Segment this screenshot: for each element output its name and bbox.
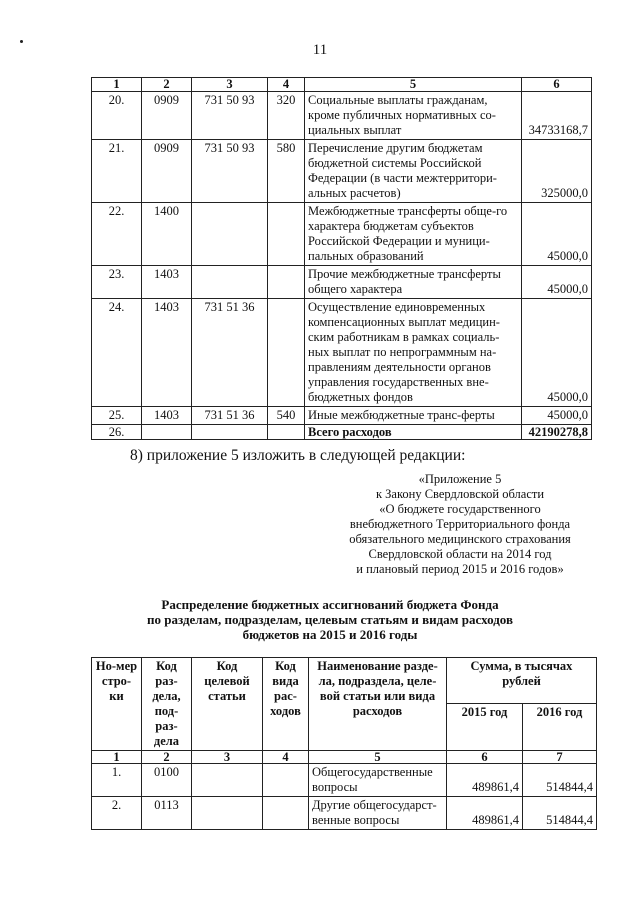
annex-line: к Закону Свердловской области (375, 487, 545, 501)
expense-type-code (268, 203, 305, 266)
table-row (92, 764, 597, 797)
col-number: 2 (142, 751, 192, 764)
section-code: 1403 (142, 299, 192, 407)
annex-line: «О бюджете государственного (379, 502, 541, 516)
col-number: 1 (92, 751, 142, 764)
col-header-name: Наименование разде-ла, подраздела, целе-вой статьи или вида расходов (309, 658, 447, 751)
amount-2015: 489861,4 (447, 764, 523, 797)
row-number: 21. (92, 140, 142, 203)
row-number: 22. (92, 203, 142, 266)
row-number: 24. (92, 299, 142, 407)
item-name: Социальные выплаты гражданам, кроме публичных нормативных со-циальных выплат (305, 92, 522, 140)
total-amount: 42190278,8 (522, 425, 592, 440)
amount: 45000,0 (522, 203, 592, 266)
section-code: 0909 (142, 92, 192, 140)
heading-line: бюджетов на 2015 и 2016 годы (242, 627, 418, 642)
item-name: Перечисление другим бюджетам бюджетной системы Российской Федерации (в части межтерритори-альных расчетов) (305, 140, 522, 203)
table-row (92, 299, 592, 407)
table-row (92, 266, 592, 299)
table-row (92, 92, 592, 140)
item-name: Прочие межбюджетные трансферты общего характера (305, 266, 522, 299)
expense-type-code (263, 764, 309, 797)
col-number: 6 (447, 751, 523, 764)
col-header-2016: 2016 год (523, 704, 597, 751)
col-header: 4 (268, 78, 305, 92)
expenses-table-continued (91, 77, 592, 440)
col-header: 1 (92, 78, 142, 92)
col-number: 7 (523, 751, 597, 764)
budget-allocation-table (91, 657, 597, 830)
item-name: Общегосударственные вопросы (309, 764, 447, 797)
col-header: 5 (305, 78, 522, 92)
annex-line: внебюджетного Территориального фонда (349, 517, 571, 531)
annex-caption (330, 472, 590, 577)
row-number: 2. (92, 797, 142, 830)
row-number: 20. (92, 92, 142, 140)
section-code: 1400 (142, 203, 192, 266)
column-numbers-row (92, 751, 597, 764)
target-code (192, 797, 263, 830)
table-row (92, 797, 597, 830)
expense-type-code: 580 (268, 140, 305, 203)
expense-type-code (268, 299, 305, 407)
amount: 45000,0 (522, 299, 592, 407)
row-number: 25. (92, 407, 142, 425)
table-row (92, 140, 592, 203)
expense-type-code: 320 (268, 92, 305, 140)
amount-2015: 489861,4 (447, 797, 523, 830)
amount-2016: 514844,4 (523, 797, 597, 830)
col-header-type: Код вида рас-ходов (263, 658, 309, 751)
section-code: 0100 (142, 764, 192, 797)
total-row (92, 425, 592, 440)
row-number: 26. (92, 425, 142, 440)
annex-line: и плановый период 2015 и 2016 годов» (356, 562, 564, 576)
col-header-2015: 2015 год (447, 704, 523, 751)
item-name: Осуществление единовременных компенсационных выплат медицин-ским работникам в рамках социаль-ных выплат по непрограммным на-правлениям деятельности органов управления государственных вне-бюджетных фондов (305, 299, 522, 407)
col-header: 2 (142, 78, 192, 92)
col-header: 6 (522, 78, 592, 92)
section-code: 0113 (142, 797, 192, 830)
col-number: 3 (192, 751, 263, 764)
page-number: 11 (312, 42, 328, 58)
table-row (92, 407, 592, 425)
amount: 45000,0 (522, 407, 592, 425)
col-header-target: Код целевой статьи (192, 658, 263, 751)
col-header: 3 (192, 78, 268, 92)
expense-type-code (268, 266, 305, 299)
amount: 34733168,7 (522, 92, 592, 140)
target-code: 731 50 93 (192, 92, 268, 140)
row-number: 23. (92, 266, 142, 299)
target-code: 731 50 93 (192, 140, 268, 203)
total-label: Всего расходов (305, 425, 522, 440)
target-code: 731 51 36 (192, 407, 268, 425)
item-name: Межбюджетные трансферты обще-го характера бюджетам субъектов Российской Федерации и муници-пальных образований (305, 203, 522, 266)
section-code: 0909 (142, 140, 192, 203)
expense-type-code: 540 (268, 407, 305, 425)
section-code: 1403 (142, 407, 192, 425)
heading-line: по разделам, подразделам, целевым статьям и видам расходов (147, 612, 513, 627)
table-row (92, 203, 592, 266)
row-number: 1. (92, 764, 142, 797)
amount-2016: 514844,4 (523, 764, 597, 797)
amount: 325000,0 (522, 140, 592, 203)
col-number: 5 (309, 751, 447, 764)
annex-line: обязательного медицинского страхования (349, 532, 571, 546)
target-code (192, 764, 263, 797)
section-code: 1403 (142, 266, 192, 299)
col-header-section: Код раз-дела, под-раз-дела (142, 658, 192, 751)
table-header-row (92, 78, 592, 92)
annex-line: Свердловской области на 2014 год (368, 547, 552, 561)
table-header-row (92, 658, 597, 704)
item-name: Иные межбюджетные транс-ферты (305, 407, 522, 425)
section-heading (110, 597, 550, 642)
amount: 45000,0 (522, 266, 592, 299)
col-header-sum: Сумма, в тысячах рублей (447, 658, 597, 704)
annex-line: «Приложение 5 (418, 472, 502, 486)
target-code (192, 266, 268, 299)
paragraph-8: 8) приложение 5 изложить в следующей редакции: (130, 447, 466, 464)
item-name: Другие общегосударст-венные вопросы (309, 797, 447, 830)
expense-type-code (263, 797, 309, 830)
col-header-num: Но-мер стро-ки (92, 658, 142, 751)
heading-line: Распределение бюджетных ассигнований бюджета Фонда (161, 597, 499, 612)
col-number: 4 (263, 751, 309, 764)
target-code: 731 51 36 (192, 299, 268, 407)
target-code (192, 203, 268, 266)
